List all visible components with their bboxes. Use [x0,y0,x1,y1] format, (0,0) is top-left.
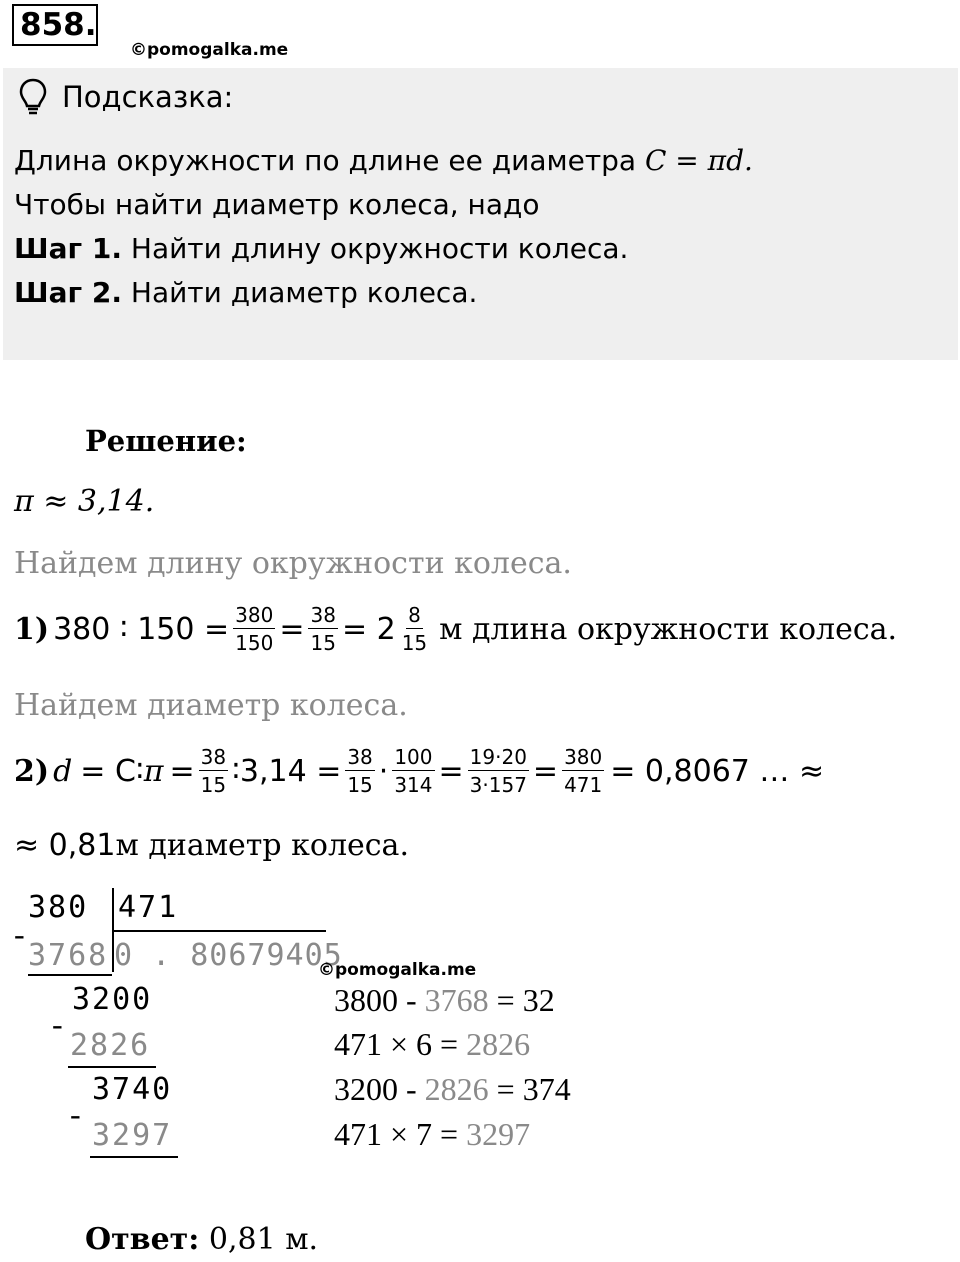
pi-line [14,484,154,519]
step-2-label: 2) [14,753,50,789]
hint-step-2-label: Шаг 2. [14,276,122,309]
hint-step-2-text: Найти диаметр колеса. [121,276,478,309]
step-2-eq-2: = [532,753,559,789]
approx-line [14,828,409,863]
calc-note-4: 471 × 7 = 3297 [334,1116,531,1152]
hint-line-2: Чтобы найти диаметр колеса, надо [14,188,540,221]
ld-minus-3: - [70,1096,81,1132]
ld-minus-2: - [52,1006,63,1042]
hint-line-1-text: Длина окружности по длине ее диаметра [14,144,645,177]
lightbulb-icon [18,78,48,116]
step-1-label: 1) [14,611,50,647]
ld-rule-2 [68,1066,156,1068]
step-2-div: ∶3,14 = [232,753,342,789]
subhead-1: Найдем длину окружности колеса. [14,546,572,581]
step-2-line [14,746,824,796]
subhead-2: Найдем диаметр колеса. [14,688,408,723]
step-1-tail: м длина окружности колеса. [439,611,898,647]
ld-divisor-rule [112,930,326,932]
step-2-frac-1: $\frac{38}{15}$ [200,745,227,797]
ld-quotient: 0 . 80679405 [114,938,343,973]
task-number: 858. [12,4,98,46]
calc-note-3: 3200 - 2826 = 374 [334,1071,571,1107]
hint-title: Подсказка: [62,80,234,114]
answer-line [85,1222,318,1257]
approx-value: ≈ 0,81 [14,828,116,863]
answer-label: Ответ: [85,1222,200,1257]
ld-rem-1: 3200 [72,982,153,1017]
step-2-expr: = C∶ [80,753,144,789]
hint-line-1 [14,144,753,177]
ld-minus-1: - [14,916,25,952]
step-1-line [14,604,897,654]
step-2-dot: · [378,753,389,789]
step-1-frac-1: $\frac{380}{150}$ [235,603,274,655]
hint-step-1-text: Найти длину окружности колеса. [121,232,629,265]
ld-sub-1: 3768 [28,938,109,973]
step-1-expr: 380 ∶ 150 = [53,611,230,647]
step-1-eq-2: = 2 [341,611,396,647]
step-2-frac-2: $\frac{38}{15}$ [347,745,373,797]
calc-note-2: 471 × 6 = 2826 [334,1026,531,1062]
ld-divisor: 471 [118,890,179,925]
ld-rule-3 [90,1156,178,1158]
hint-step-2 [14,276,477,309]
step-2-pi: π [143,753,164,789]
ld-rem-2: 3740 [92,1072,173,1107]
step-2-d: d [53,753,73,789]
watermark: ©pomogalka.me [130,40,289,60]
hint-step-1-label: Шаг 1. [14,232,122,265]
pi-approx: π ≈ 3,14. [14,484,155,519]
step-2-frac-3: $\frac{100}{314}$ [394,745,433,797]
step-1-frac-2: $\frac{38}{15}$ [310,603,336,655]
hint-formula: C = πd. [644,144,753,177]
solution-title: Решение: [85,424,247,458]
calc-note-1: 3800 - 3768 = 32 [334,982,555,1018]
ld-sub-2: 2826 [70,1028,151,1063]
step-1-eq-1: = [279,611,305,647]
step-2-eq-0: = [169,753,195,789]
watermark-2: ©pomogalka.me [318,960,477,980]
step-2-tail: = 0,8067 … ≈ [610,753,825,789]
approx-tail: м диаметр колеса. [115,828,409,863]
step-1-frac-3: $\frac{8}{15}$ [401,603,428,655]
ld-sub-3: 3297 [92,1118,173,1153]
ld-dividend: 380 [28,890,89,925]
step-2-eq-1: = [438,753,464,789]
step-2-frac-4: $\frac{19\cdot 20}{3\cdot 157}$ [469,745,527,797]
answer-value: 0,81 м. [199,1222,319,1257]
hint-step-1 [14,232,628,265]
ld-rule-1 [28,974,112,976]
step-2-frac-5: $\frac{380}{471}$ [564,745,603,797]
